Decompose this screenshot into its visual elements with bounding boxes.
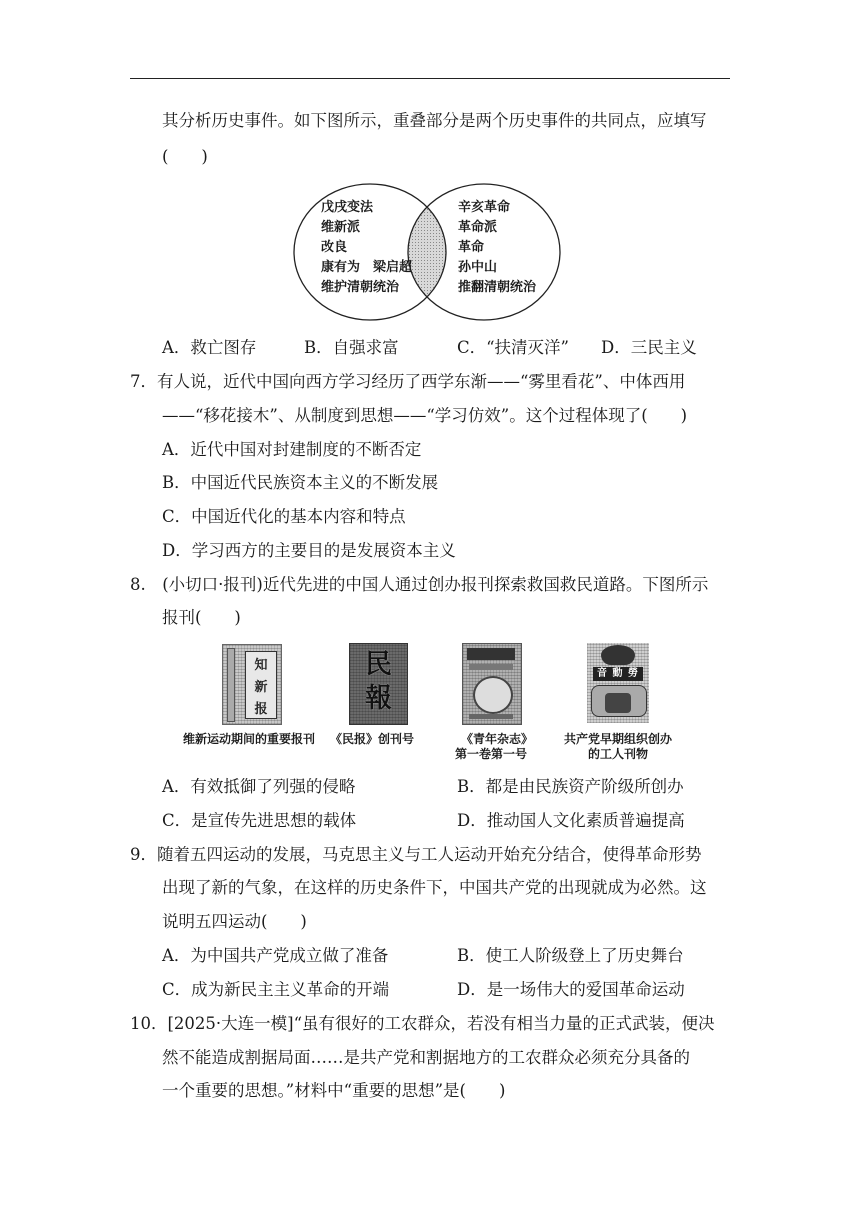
q9-stem-line2: 出现了新的气象，在这样的历史条件下，中国共产党的出现就成为必然。这: [162, 878, 707, 897]
header-rule: [130, 78, 730, 79]
q6-option-a: A．救亡图存: [162, 338, 257, 357]
xinqingnian-cover-image: [462, 643, 522, 725]
zhixinbao-cover-glyph: 知: [254, 657, 268, 673]
laodongyin-cover-image: [587, 643, 649, 723]
q6-stem-line2: ( ): [162, 147, 208, 166]
q6-option-c: C．“扶清灭洋”: [457, 338, 569, 357]
q9-stem-line1: 9．随着五四运动的发展，马克思主义与工人运动开始充分结合，使得革命形势: [130, 845, 702, 864]
venn-right-item: 辛亥革命: [458, 200, 511, 215]
minbao-cover-glyph: 民: [365, 649, 392, 680]
q7-option-a: A．近代中国对封建制度的不断否定: [162, 440, 422, 459]
q7-option-d: D．学习西方的主要目的是发展资本主义: [162, 541, 456, 560]
zhixinbao-cover-image: [222, 644, 282, 725]
laodongyin-caption-line2: 的工人刊物: [587, 747, 648, 761]
q9-option-a: A．为中国共产党成立做了准备: [162, 946, 389, 965]
laodongyin-caption-line1: 共产党早期组织创办: [563, 732, 672, 746]
venn-diagram: [292, 182, 562, 322]
q9-stem-line3: 说明五四运动( ): [162, 912, 307, 931]
zhixinbao-caption: 维新运动期间的重要报刊: [183, 732, 316, 746]
q6-stem-line1: 其分析历史事件。如下图所示，重叠部分是两个历史事件的共同点，应填写: [162, 111, 707, 130]
zhixinbao-cover-glyph: 报: [254, 701, 268, 717]
q8-option-a: A．有效抵御了列强的侵略: [162, 777, 356, 796]
venn-left-item: 康有为 梁启超: [321, 260, 413, 275]
venn-right-item: 革命: [458, 240, 485, 255]
q7-stem-line2: ——“移花接木”、从制度到思想——“学习仿效”。这个过程体现了( ): [162, 406, 688, 425]
venn-right-item: 孙中山: [458, 260, 498, 275]
minbao-cover-glyph: 報: [365, 683, 392, 714]
laodongyin-title: 音 動 勞: [593, 667, 643, 681]
q7-option-c: C．中国近代化的基本内容和特点: [162, 507, 406, 526]
q10-stem-line1: 10．[2025·大连一模]“虽有很好的工农群众，若没有相当力量的正式武装，便决: [130, 1014, 715, 1033]
q7-option-b: B．中国近代民族资本主义的不断发展: [162, 473, 439, 492]
venn-left-item: 戊戌变法: [321, 200, 374, 215]
venn-right-item: 推翻清朝统治: [458, 280, 537, 295]
q6-option-b: B．自强求富: [304, 338, 399, 357]
q10-stem-line3: 一个重要的思想。”材料中“重要的思想”是( ): [162, 1081, 506, 1100]
xinqingnian-caption-line2: 第一卷第一号: [454, 747, 527, 761]
zhixinbao-cover-glyph: 新: [254, 679, 268, 695]
q8-option-c: C．是宣传先进思想的载体: [162, 811, 357, 830]
minbao-caption: 《民报》创刊号: [330, 732, 415, 746]
q8-stem-line1: 8. (小切口·报刊)近代先进的中国人通过创办报刊探索救国救民道路。下图所示: [130, 575, 709, 594]
q8-stem-line2: 报刊( ): [162, 608, 241, 627]
venn-left-item: 维新派: [321, 220, 361, 235]
q10-stem-line2: 然不能造成割据局面……是共产党和割据地方的工农群众必须充分具备的: [162, 1048, 690, 1067]
q9-option-c: C．成为新民主主义革命的开端: [162, 980, 390, 999]
q9-option-d: D．是一场伟大的爱国革命运动: [457, 980, 685, 999]
venn-right-item: 革命派: [458, 220, 498, 235]
minbao-cover-image: [349, 643, 408, 725]
q7-stem-line1: 7．有人说，近代中国向西方学习经历了西学东渐——“雾里看花”、中体西用: [130, 372, 686, 391]
q6-option-d: D．三民主义: [601, 338, 697, 357]
venn-left-item: 维护清朝统治: [321, 280, 400, 295]
xinqingnian-caption-line1: 《青年杂志》: [461, 732, 534, 746]
q8-option-d: D．推动国人文化素质普遍提高: [457, 811, 685, 830]
q8-option-b: B．都是由民族资产阶级所创办: [457, 777, 684, 796]
q9-option-b: B．使工人阶级登上了历史舞台: [457, 946, 684, 965]
venn-left-item: 改良: [321, 240, 348, 255]
